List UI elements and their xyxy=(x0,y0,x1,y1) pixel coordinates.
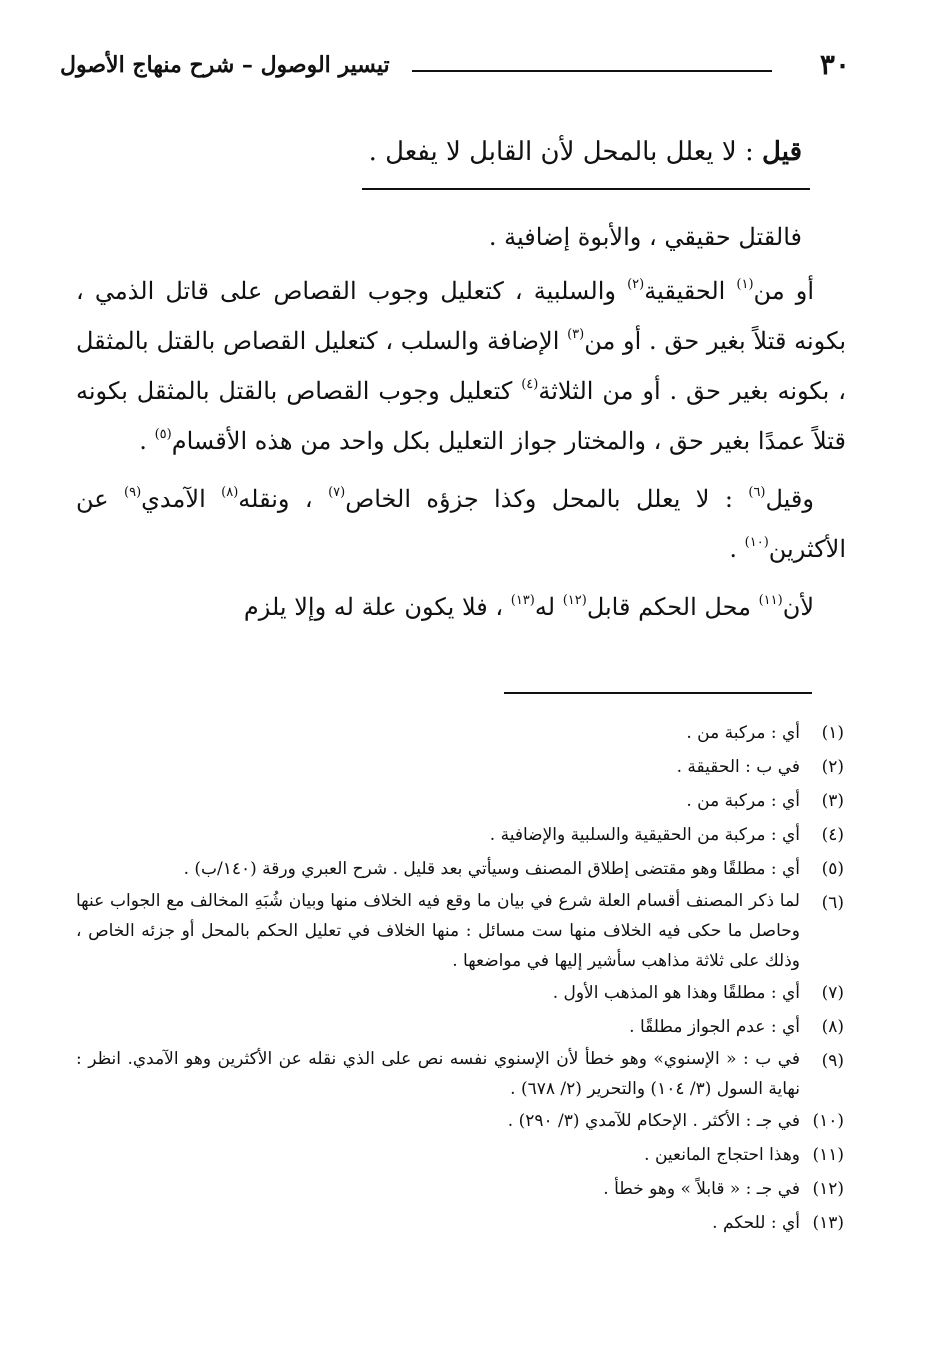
footnote xyxy=(76,1206,844,1240)
matn-rule xyxy=(362,188,810,190)
footnote-text: أي : مركبة من الحقيقية والسلبية والإضافية . xyxy=(489,825,800,845)
footnote-ref: (١٠) xyxy=(744,535,769,550)
footnote-ref: (٨) xyxy=(221,485,239,500)
paragraph-1: فالقتل حقيقي ، والأبوة إضافية . xyxy=(488,223,802,251)
footnote-ref: (٢) xyxy=(627,277,645,292)
footnote xyxy=(76,852,844,886)
footnote-ref: (٧) xyxy=(328,485,346,500)
footnote xyxy=(76,976,844,1010)
running-title: تيسير الوصول – شرح منهاج الأصول xyxy=(60,52,390,78)
paragraph-2: أو من$^{(١)}$ الحقيقية$^{(٢)}$ والسلبية ، كتعليل وجوب القصاص على قاتل الذمي ، بكونه قتلاً بغير حق . أو من$^{(٣)}$ الإضافة والسلب ، كتعليل القصاص بالقتل بالمثقل ، بكونه بغير حق . أو من الثلاثة$^{(٤)}$ كتعليل وجوب القصاص بالقتل بالمثقل بكونه قتلاً عمدًا بغير حق ، والمختار جواز التعليل بكل واحد من هذه الأقسام$^{(٥)}$ . xyxy=(76,277,847,455)
footnote xyxy=(76,886,844,976)
footnote-text: أي : للحكم . xyxy=(712,1213,800,1233)
footnote-number: (١) xyxy=(821,723,844,743)
footnote-number: (٥) xyxy=(821,859,844,879)
footnote xyxy=(76,1138,844,1172)
footnote-ref: (١٢) xyxy=(562,593,587,608)
footnote-number: (١١) xyxy=(812,1145,844,1165)
footnote xyxy=(76,818,844,852)
footnote-number: (٧) xyxy=(821,983,844,1003)
footnote-ref: (١١) xyxy=(758,593,783,608)
footnote-text: أي : مطلقًا وهذا هو المذهب الأول . xyxy=(552,983,800,1003)
footnote xyxy=(76,1172,844,1206)
footnote-text: أي : عدم الجواز مطلقًا . xyxy=(629,1017,800,1037)
footnote xyxy=(76,1044,844,1104)
footnote-number: (٩) xyxy=(821,1051,844,1071)
commentary-body xyxy=(76,212,846,640)
footnote-ref: (٣) xyxy=(567,327,585,342)
paragraph-3: وقيل$^{(٦)}$ : لا يعلل بالمحل وكذا جزؤه الخاص$^{(٧)}$ ، ونقله$^{(٨)}$ الآمدي$^{(٩)}$ عن الأكثرين$^{(١٠)}$ . xyxy=(76,485,846,563)
footnote-text: في جـ : « قابلاً » وهو خطأ . xyxy=(603,1179,800,1199)
footnote xyxy=(76,716,844,750)
footnote-ref: (١) xyxy=(736,277,754,292)
footnotes xyxy=(76,716,844,1240)
footnote-number: (٨) xyxy=(821,1017,844,1037)
footnote-text: أي : مطلقًا وهو مقتضى إطلاق المصنف وسيأتي بعد قليل . شرح العبري ورقة (١٤٠/ب) . xyxy=(183,859,800,879)
footnote-ref: (١٣) xyxy=(510,593,535,608)
footnote-number: (٢) xyxy=(821,757,844,777)
footnote-text: لما ذكر المصنف أقسام العلة شرع في بيان ما وقع فيه الخلاف منها وبيان شُبَهِ المخالف مع الجواب عنها وحاصل ما حكى فيه الخلاف منها ست مسائل : منها الخلاف في تعليل الحكم بالمحل أو جزئه الخاص ، وذلك على ثلاثة مذاهب سأشير إليها في مواضعها . xyxy=(76,891,800,971)
footnote-text: أي : مركبة من . xyxy=(686,791,800,811)
page-number: ٣٠ xyxy=(819,48,850,81)
footnote-number: (٣) xyxy=(821,791,844,811)
matn-label: قيل xyxy=(762,137,802,167)
footnote xyxy=(76,750,844,784)
paragraph-4: لأن$^{(١١)}$ محل الحكم قابل$^{(١٢)}$ له$^{(١٣)}$ ، فلا يكون علة له وإلا يلزم xyxy=(243,593,814,621)
matn-statement xyxy=(102,128,802,176)
footnote-number: (٦) xyxy=(821,893,844,913)
footnote-text: أي : مركبة من . xyxy=(686,723,800,743)
footnote-text: وهذا احتجاج المانعين . xyxy=(644,1145,800,1165)
footnote-ref: (٥) xyxy=(154,427,172,442)
footnote xyxy=(76,1010,844,1044)
footnote-number: (١٣) xyxy=(812,1213,844,1233)
footnote-number: (١٠) xyxy=(812,1111,844,1131)
footnote-text: في ب : الحقيقة . xyxy=(676,757,800,777)
footnote-ref: (٦) xyxy=(748,485,766,500)
footnote-ref: (٤) xyxy=(521,377,539,392)
footnotes-rule xyxy=(504,692,812,694)
footnote-number: (٤) xyxy=(821,825,844,845)
footnote xyxy=(76,784,844,818)
matn-text: : لا يعلل بالمحل لأن القابل لا يفعل . xyxy=(368,137,754,167)
footnote-text: في ب : « الإسنوي» وهو خطأ لأن الإسنوي نفسه نص على الذي نقله عن الأكثرين وهو الآمدي. انظر : نهاية السول (٣/ ١٠٤) والتحرير (٢/ ٦٧٨) . xyxy=(76,1049,800,1099)
footnote xyxy=(76,1104,844,1138)
footnote-text: في جـ : الأكثر . الإحكام للآمدي (٣/ ٢٩٠) . xyxy=(507,1111,800,1131)
footnote-ref: (٩) xyxy=(124,485,142,500)
header-rule xyxy=(412,70,772,72)
footnote-number: (١٢) xyxy=(812,1179,844,1199)
